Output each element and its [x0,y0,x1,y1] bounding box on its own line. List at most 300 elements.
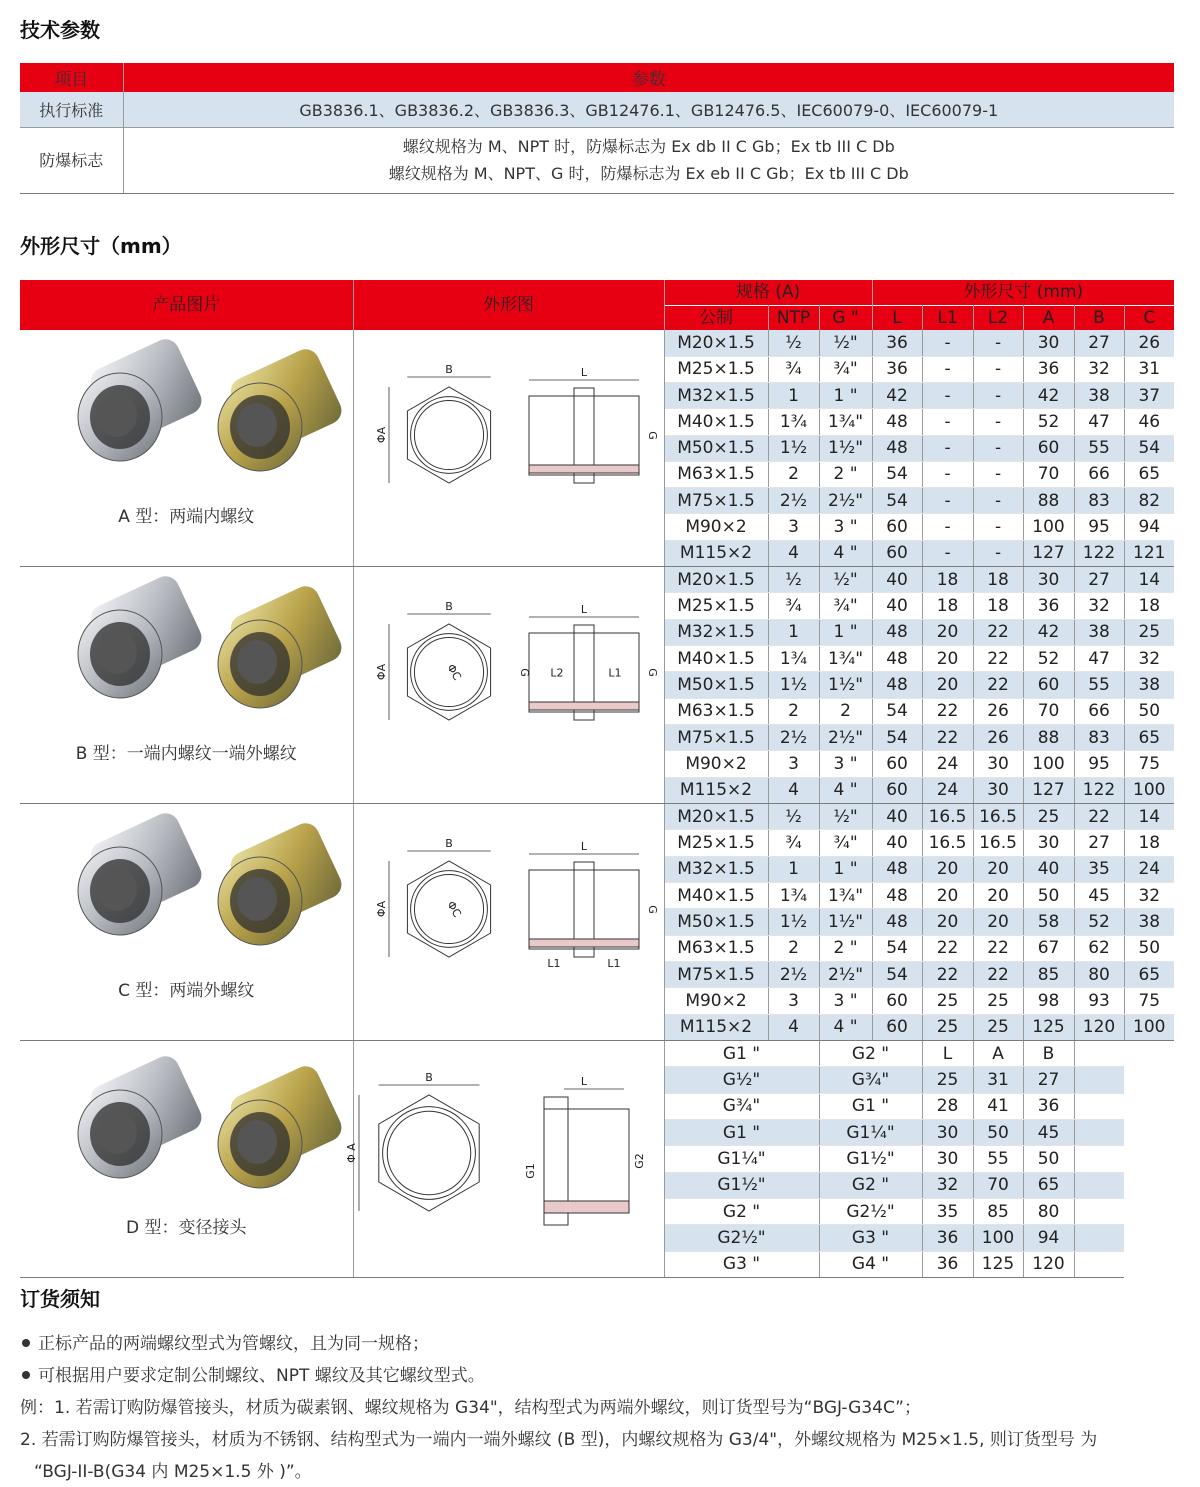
table-cell: M20×1.5 [664,330,768,356]
table-cell: G¾" [664,1093,819,1119]
table-cell: 70 [973,1172,1023,1198]
table-cell: 1½ [768,909,819,935]
table-cell: 60 [872,514,922,540]
table-cell: 4 " [819,777,872,803]
table-cell: 1¾" [819,882,872,908]
table-cell: ½ [768,567,819,593]
table-cell: M32×1.5 [664,383,768,409]
outline-drawing-cell [353,804,664,1041]
table-cell: 82 [1124,488,1174,514]
table-cell: ¾ [768,830,819,856]
product-photo [20,816,353,976]
thread-circle [387,1111,471,1195]
table-cell: G1½" [819,1146,922,1172]
table-cell: 14 [1124,567,1174,593]
table-cell: 100 [1023,751,1074,777]
table-cell: 52 [1074,909,1124,935]
table-cell: M40×1.5 [664,645,768,671]
table-cell: 25 [1023,804,1074,830]
table-cell: ½" [819,567,872,593]
table-cell: 45 [1023,1119,1074,1145]
table-cell: 50 [1023,882,1074,908]
dim-label-l1: L1 [607,666,622,680]
brass-fitting [218,582,346,708]
table-cell: 18 [1124,830,1174,856]
table-cell: 122 [1074,540,1124,566]
table-cell: 31 [973,1067,1023,1093]
table-cell: 4 " [819,540,872,566]
side-body [529,396,639,475]
table-cell: 16.5 [922,804,973,830]
table-cell: 1¾" [819,409,872,435]
table-cell: 2 [768,935,819,961]
table-cell: 22 [1074,804,1124,830]
table-cell: 3 [768,988,819,1014]
hex-outline [407,387,490,483]
table-cell: - [922,488,973,514]
table-cell: 22 [973,935,1023,961]
table-cell: M115×2 [664,777,768,803]
table-cell: 54 [872,935,922,961]
dim-label-l1: L1 [546,957,561,970]
table-cell: G4 " [819,1251,922,1277]
table-cell-empty [1074,1172,1124,1198]
table-cell: - [922,356,973,382]
table-cell: 38 [1074,383,1124,409]
table-cell: M115×2 [664,1014,768,1040]
bullet-dot-icon [22,1339,30,1347]
outline-drawing [344,1041,665,1271]
table-cell: 22 [973,961,1023,987]
table-cell: 1 [768,856,819,882]
table-cell: 38 [1124,909,1174,935]
table-cell: M20×1.5 [664,804,768,830]
table-cell: 4 [768,777,819,803]
table-cell: 22 [973,645,1023,671]
table-cell: 88 [1023,724,1074,750]
table-cell: 120 [1074,1014,1124,1040]
product-photo-cell [20,1041,353,1278]
table-cell: 4 " [819,1014,872,1040]
dim-label-g: G [645,905,659,914]
table-cell: 18 [922,567,973,593]
table-cell: 36 [1023,1093,1074,1119]
tech-row-line: 螺纹规格为 M、NPT 时，防爆标志为 Ex db II C Gb；Ex tb III C Db [402,137,895,156]
table-cell: 1¾ [768,409,819,435]
table-cell-empty [1074,1146,1124,1172]
product-caption: A 型：两端内螺纹 [118,507,255,528]
tech-section-title: 技术参数 [20,18,100,42]
product-photo [20,1059,353,1219]
table-cell: 47 [1074,409,1124,435]
table-cell: 100 [973,1225,1023,1251]
table-cell: 20 [973,882,1023,908]
table-cell: 88 [1023,488,1074,514]
dims-section-title: 外形尺寸（mm） [20,234,182,258]
table-cell: 3 " [819,988,872,1014]
bore-circle [382,1107,475,1200]
dim-label-g1: G1 [523,1163,537,1179]
table-cell: 54 [872,698,922,724]
product-caption: C 型：两端外螺纹 [118,981,255,1002]
dim-label-g: G [517,668,531,677]
table-cell: 37 [1124,383,1174,409]
table-cell: 32 [922,1172,973,1198]
table-cell: - [973,540,1023,566]
table-cell: 30 [1023,330,1074,356]
table-cell: G1½" [664,1172,819,1198]
table-cell: 65 [1124,724,1174,750]
table-cell: 20 [922,672,973,698]
product-photo-cell [20,567,353,804]
side-body [529,870,639,949]
dim-label-l: L [580,603,587,616]
dims-table [20,280,1174,1278]
dims-col-header: C [1124,305,1174,330]
table-cell: M63×1.5 [664,698,768,724]
table-cell: 75 [1124,988,1174,1014]
dims-header-spec: 规格 (A) [664,280,872,305]
table-cell: 80 [1074,961,1124,987]
table-cell: 55 [1074,435,1124,461]
dim-label-l: L [580,1075,587,1088]
table-cell: M40×1.5 [664,882,768,908]
table-cell: 54 [872,961,922,987]
table-cell: M25×1.5 [664,593,768,619]
table-cell: 2½ [768,724,819,750]
table-cell: M63×1.5 [664,935,768,961]
dim-label-g2: G2 [632,1153,646,1169]
table-cell: 2½ [768,961,819,987]
table-cell: - [922,330,973,356]
table-cell: G2 " [664,1198,819,1224]
table-cell: 20 [973,909,1023,935]
product-caption: B 型：一端内螺纹一端外螺纹 [75,744,297,765]
product-photo [20,342,353,502]
table-cell: 62 [1074,935,1124,961]
table-cell: 20 [973,856,1023,882]
table-cell: 18 [973,593,1023,619]
table-cell: 1½ [768,672,819,698]
table-cell: 35 [1074,856,1124,882]
table-cell: 22 [973,672,1023,698]
table-cell-empty [1074,1198,1124,1224]
tech-header-param: 参数 [123,63,1174,92]
table-cell: 50 [1023,1146,1074,1172]
table-cell: 85 [1023,961,1074,987]
dims-col-header: L1 [922,305,973,330]
table-cell: - [973,383,1023,409]
table-cell: G2 " [819,1172,922,1198]
table-cell: 50 [1124,698,1174,724]
table-cell: G2½" [819,1198,922,1224]
table-cell: - [973,435,1023,461]
table-cell: 50 [973,1119,1023,1145]
table-cell-empty [1074,1225,1124,1251]
table-cell: 20 [922,645,973,671]
table-cell: ¾ [768,593,819,619]
table-cell-empty [1074,1119,1124,1145]
outline-drawing [354,804,665,1034]
table-row [20,804,1174,830]
table-cell: 20 [922,882,973,908]
table-cell: M90×2 [664,751,768,777]
table-cell: M25×1.5 [664,830,768,856]
dims-col-header: G " [819,305,872,330]
table-cell: G1 " [664,1041,819,1067]
table-cell: 93 [1074,988,1124,1014]
table-cell: 121 [1124,540,1174,566]
table-cell: M90×2 [664,988,768,1014]
table-cell: 45 [1074,882,1124,908]
table-cell: 100 [1023,514,1074,540]
table-cell: 41 [973,1093,1023,1119]
table-cell: 42 [1023,619,1074,645]
table-cell: 52 [1023,645,1074,671]
table-cell: 3 " [819,514,872,540]
table-cell: 1¾ [768,645,819,671]
table-cell: 1 " [819,856,872,882]
table-cell: 18 [973,567,1023,593]
table-cell: 1¾ [768,882,819,908]
bullet-dot-icon [22,1371,30,1379]
dim-label-l: L [580,366,587,379]
table-cell: 20 [922,909,973,935]
table-cell: 30 [922,1146,973,1172]
table-cell: 25 [973,1014,1023,1040]
table-cell: 25 [922,1014,973,1040]
dims-col-header: L [872,305,922,330]
table-cell: - [922,514,973,540]
bore-circle [410,397,487,474]
table-cell: 75 [1124,751,1174,777]
table-cell: M32×1.5 [664,856,768,882]
table-cell: 48 [872,435,922,461]
table-cell: - [922,409,973,435]
table-cell: 36 [922,1225,973,1251]
table-cell: 16.5 [973,804,1023,830]
table-cell: 94 [1023,1225,1074,1251]
table-cell: 125 [973,1251,1023,1277]
dim-label-a: ΦA [374,426,388,444]
table-cell: 22 [922,698,973,724]
table-cell: 48 [872,909,922,935]
order-section-title: 订货须知 [20,1287,100,1311]
outline-drawing [354,330,665,560]
table-cell: M50×1.5 [664,672,768,698]
table-cell: 36 [1023,356,1074,382]
table-cell: 2 " [819,461,872,487]
table-cell: 20 [922,619,973,645]
table-cell: 42 [1023,383,1074,409]
table-cell: 30 [1023,830,1074,856]
table-cell: 2½" [819,724,872,750]
dim-label-a: ΦA [374,900,388,918]
table-cell-empty [1074,1093,1124,1119]
order-bullet: 可根据用户要求定制公制螺纹、NPT 螺纹及其它螺纹型式。 [22,1361,485,1386]
table-cell-empty [1074,1041,1124,1067]
table-cell: 65 [1124,961,1174,987]
table-cell: 24 [1124,856,1174,882]
table-cell: 2 [819,698,872,724]
table-cell: 1½" [819,672,872,698]
table-cell: ½ [768,330,819,356]
side-section [529,465,639,473]
table-cell: 48 [872,619,922,645]
table-cell: G2 " [819,1041,922,1067]
table-cell: - [973,330,1023,356]
table-cell: M90×2 [664,514,768,540]
table-cell: 27 [1074,330,1124,356]
table-cell: 52 [1023,409,1074,435]
table-cell: 48 [872,672,922,698]
stainless-fitting [78,809,206,935]
table-cell: 25 [922,1067,973,1093]
table-cell: ½ [768,804,819,830]
dim-label-l: L [580,840,587,853]
table-cell: - [973,356,1023,382]
table-cell: 35 [922,1198,973,1224]
side-section [544,1201,629,1213]
dims-col-header: NTP [768,305,819,330]
dims-col-header: L2 [973,305,1023,330]
table-cell: 30 [973,777,1023,803]
tech-row-label: 防爆标志 [20,127,123,193]
table-cell: 55 [1074,672,1124,698]
table-cell: 46 [1124,409,1174,435]
table-cell: - [922,461,973,487]
table-cell: 22 [922,724,973,750]
table-cell: 127 [1023,777,1074,803]
outline-drawing-cell [353,567,664,804]
table-cell: 2½" [819,488,872,514]
table-cell: M50×1.5 [664,909,768,935]
table-cell: - [973,488,1023,514]
table-cell: G¾" [819,1067,922,1093]
table-cell: 18 [922,593,973,619]
table-cell: 40 [872,804,922,830]
table-cell: 2½ [768,488,819,514]
tech-row-label: 执行标准 [20,92,123,127]
hex-outline [378,1095,478,1211]
table-cell: 1 " [819,383,872,409]
table-cell: 25 [973,988,1023,1014]
table-cell: 66 [1074,698,1124,724]
table-cell: 60 [1023,435,1074,461]
table-row [20,330,1174,356]
table-cell: 60 [872,988,922,1014]
tech-params-table [20,63,1174,194]
table-cell: G3 " [664,1251,819,1277]
table-cell: ¾" [819,356,872,382]
table-cell: 22 [973,619,1023,645]
table-cell: M40×1.5 [664,409,768,435]
table-cell: 48 [872,856,922,882]
dims-col-header: B [1074,305,1124,330]
table-cell: 36 [872,356,922,382]
table-cell: 66 [1074,461,1124,487]
product-photo-cell [20,330,353,567]
dim-label-a: ΦA [374,663,388,681]
table-cell: 36 [872,330,922,356]
table-cell: 32 [1074,356,1124,382]
table-cell: 31 [1124,356,1174,382]
brass-fitting [218,819,346,945]
order-bullet: 正标产品的两端螺纹型式为管螺纹，且为同一规格； [22,1329,429,1354]
table-cell: 40 [872,567,922,593]
table-cell: M20×1.5 [664,567,768,593]
table-cell: 40 [872,830,922,856]
table-cell: 20 [922,856,973,882]
table-cell: 70 [1023,461,1074,487]
table-cell: 95 [1074,751,1124,777]
table-cell: 60 [872,777,922,803]
table-cell: M25×1.5 [664,356,768,382]
table-cell: - [973,514,1023,540]
table-cell: 18 [1124,593,1174,619]
dims-header-photo: 产品图片 [20,280,353,330]
table-cell: 24 [922,751,973,777]
table-cell: 48 [872,882,922,908]
side-section [529,702,639,710]
table-cell: 22 [922,961,973,987]
dim-label-g: G [645,431,659,440]
dims-header-drawing: 外形图 [353,280,664,330]
table-cell: 85 [973,1198,1023,1224]
table-cell: ½" [819,330,872,356]
table-cell: 38 [1124,672,1174,698]
table-cell: 25 [922,988,973,1014]
table-cell: G1¼" [664,1146,819,1172]
dim-label-c: ΦC [443,898,464,920]
table-cell: 65 [1023,1172,1074,1198]
table-cell: 2 [768,461,819,487]
table-row [20,1041,1174,1067]
table-cell: 26 [1124,330,1174,356]
table-cell: 16.5 [922,830,973,856]
tech-header-item: 项目 [20,63,123,92]
table-cell: M115×2 [664,540,768,566]
order-example-1: 例：1. 若需订购防爆管接头，材质为碳素钢、螺纹规格为 G34"，结构型式为两端外螺纹，则订货型号为“BGJ-G34C”； [20,1398,921,1418]
dim-label-l1: L1 [606,957,621,970]
table-cell: - [973,461,1023,487]
table-cell: 58 [1023,909,1074,935]
product-photo-cell [20,804,353,1041]
table-cell: 80 [1023,1198,1074,1224]
tech-row-line: 螺纹规格为 M、NPT、G 时，防爆标志为 Ex eb II C Gb；Ex tb III C Db [388,164,909,183]
table-cell: 14 [1124,804,1174,830]
stainless-fitting [78,1052,206,1178]
table-cell: 55 [973,1146,1023,1172]
table-cell: M63×1.5 [664,461,768,487]
product-photo [20,579,353,739]
table-cell: 3 " [819,751,872,777]
table-cell: 1½ [768,435,819,461]
table-cell: A [973,1041,1023,1067]
table-cell: 40 [1023,856,1074,882]
table-cell: - [973,409,1023,435]
dim-label-g: G [645,668,659,677]
table-cell: 54 [872,724,922,750]
table-cell: 27 [1074,830,1124,856]
outline-drawing [354,567,665,797]
tech-row-value [123,127,1174,193]
dim-label-b: B [424,1071,433,1084]
table-cell: 65 [1124,461,1174,487]
table-cell: 1½" [819,909,872,935]
table-cell: 60 [1023,672,1074,698]
table-cell: 25 [1124,619,1174,645]
